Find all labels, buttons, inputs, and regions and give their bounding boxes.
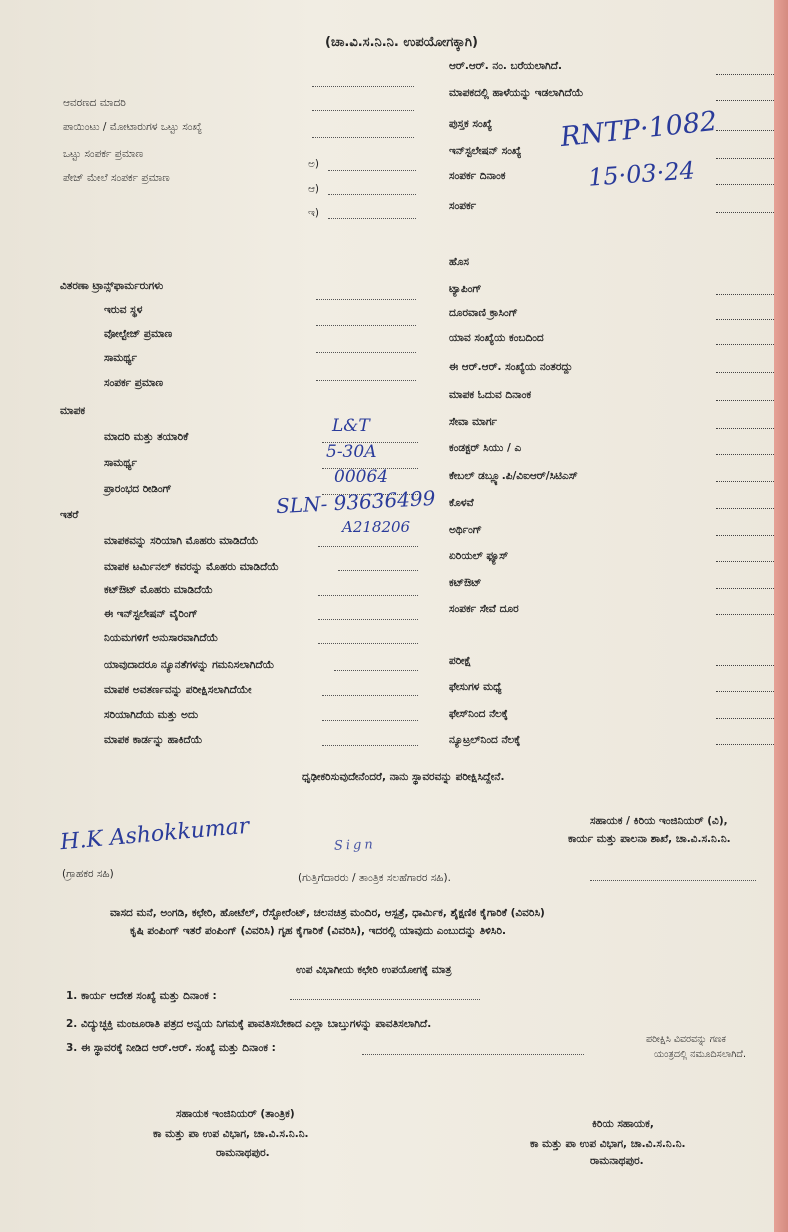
field-line[interactable] (316, 325, 416, 326)
field-line[interactable] (316, 352, 416, 353)
field-line[interactable] (590, 880, 756, 881)
label-rr-written: ಆರ್.ಆರ್. ನಂ. ಬರೆಯಲಾಗಿದೆ. (449, 60, 562, 72)
certify-statement: ಧೃಢೀಕರಿಸುವುದೇನೆಂದರೆ, ನಾನು ಸ್ಥಾವರವನ್ನು ಪರೀಕ್ಷಿಸಿದ್ದೇನೆ. (302, 771, 505, 783)
footer-left-line2: ಕಾ ಮತ್ತು ಪಾ ಉಪ ವಿಭಾಗ, ಚಾ.ವಿ.ಸ.ನಿ.ನಿ. (153, 1128, 309, 1140)
category-note-line1: ವಾಸದ ಮನೆ, ಅಂಗಡಿ, ಕಛೇರಿ, ಹೋಟೆಲ್, ರೆಸ್ಟೋರೆಂಟ್, ಚಲನಚಿತ್ರ ಮಂದಿರ, ಆಸ್ಪತ್ರೆ, ಧಾರ್ಮಿಕ, ಶೈಕ್ಷಣಿಕ ಕೈಗಾರಿಕೆ (ವಿವರಿಸಿ) (110, 907, 545, 919)
label-total-load: ಒಟ್ಟು ಸಂಪರ್ಕ ಪ್ರಮಾಣ (63, 148, 144, 160)
handwritten-installation-no: RNTP·1082 (558, 105, 719, 154)
field-line[interactable] (328, 170, 416, 171)
label-neutral-to-earth: ನ್ಯೂಟ್ರಲ್‌ನಿಂದ ನೆಲಕ್ಕೆ (449, 734, 521, 746)
footer-right-line2: ಕಾ ಮತ್ತು ಪಾ ಉಪ ವಿಭಾಗ, ಚಾ.ವಿ.ಸ.ನಿ.ನಿ. (530, 1138, 686, 1150)
engineer-office: ಕಾರ್ಯ ಮತ್ತು ಪಾಲನಾ ಶಾಖೆ, ಚಾ.ವಿ.ಸ.ನಿ.ನಿ. (568, 833, 731, 845)
field-line[interactable] (322, 695, 418, 696)
label-defects-noticed: ಯಾವುದಾದರೂ ನ್ಯೂನತೆಗಳನ್ನು ಗಮನಿಸಲಾಗಿದೆಯೆ (104, 659, 275, 671)
label-correct-and: ಸರಿಯಾಗಿದೆಯ ಮತ್ತು ಅದು (104, 709, 199, 721)
label-between-phases: ಫೇಸುಗಳ ಮಧ್ಯೆ (449, 681, 502, 693)
field-line[interactable] (716, 372, 774, 373)
footer-right-line3: ರಾಮನಾಥಪುರ. (590, 1155, 644, 1167)
field-line[interactable] (716, 718, 774, 719)
field-line[interactable] (716, 400, 774, 401)
label-distribution-transformers: ವಿತರಣಾ ಟ್ರಾನ್ಸ್‌ಫಾರ್ಮರುಗಳು (60, 280, 164, 292)
label-initial-reading: ಪ್ರಾರಂಭದ ರೀಡಿಂಗ್ (104, 483, 172, 495)
subdivision-item-2: 2. ವಿದ್ಯುಚ್ಛಕ್ತಿ ಮಂಜೂರಾತಿ ಪತ್ರದ ಅನ್ವಯ ನಿಗಮಕ್ಕೆ ಪಾವತಿಸಬೇಕಾದ ಎಲ್ಲಾ ಬಾಬ್ತುಗಳನ್ನು ಪಾವತಿಸಲಾಗಿದೆ. (66, 1018, 432, 1030)
label-installation-wiring: ಈ ಇನ್‌ಸ್ಟಲೇಷನ್ ವೈರಿಂಗ್ (104, 608, 198, 620)
field-line[interactable] (328, 194, 416, 195)
field-line[interactable] (716, 454, 774, 455)
field-line[interactable] (316, 299, 416, 300)
field-line[interactable] (716, 100, 774, 101)
field-line[interactable] (312, 86, 414, 87)
label-meter-tested: ಮಾಪಕ ಅವತರ್ಣವನ್ನು ಪರೀಕ್ಷಿಸಲಾಗಿದೆಯೇ (104, 684, 252, 696)
field-line[interactable] (716, 158, 774, 159)
label-meter-capacity: ಸಾಮರ್ಥ್ಯ (104, 457, 137, 469)
contractor-sign-label: (ಗುತ್ತಿಗೆದಾರರು / ತಾಂತ್ರಿಕ ಸಲಹೆಗಾರರ ಸಹಿ). (298, 872, 451, 884)
field-line[interactable] (716, 744, 774, 745)
label-reading-date: ಮಾಪಕ ಓದುವ ದಿನಾಂಕ (449, 389, 532, 401)
contractor-signature: Sign (333, 837, 377, 854)
customer-sign-label: (ಗ್ರಾಹಕರ ಸಹಿ) (62, 868, 114, 880)
field-line[interactable] (328, 218, 416, 219)
label-service-distance: ಸಂಪರ್ಕ ಸೇವೆ ದೂರ (449, 603, 519, 615)
field-line[interactable] (716, 74, 774, 75)
field-line[interactable] (322, 720, 418, 721)
field-line[interactable] (318, 546, 418, 547)
handwritten-serial: SLN- 93636499 (275, 485, 436, 519)
field-line[interactable] (290, 999, 480, 1000)
label-book-no: ಪುಸ್ತಕ ಸಂಖ್ಯೆ (449, 118, 493, 130)
label-tapping: ಟ್ಯಾಪಿಂಗ್ (449, 283, 482, 295)
label-connection-date: ಸಂಪರ್ಕ ದಿನಾಂಕ (449, 170, 506, 182)
footer-left-line1: ಸಹಾಯಕ ಇಂಜಿನಿಯರ್ (ತಾಂತ್ರಿಕ) (176, 1108, 295, 1120)
handwritten-initial-reading: 00064 (334, 467, 389, 487)
label-page-load: ಪೇಜ್ ಮೇಲೆ ಸಂಪರ್ಕ ಪ್ರಮಾಣ (63, 172, 170, 184)
field-line[interactable] (362, 1054, 584, 1055)
footer-left-line3: ರಾಮನಾಥಪುರ. (216, 1147, 270, 1159)
field-line[interactable] (716, 665, 774, 666)
label-meter: ಮಾಪಕ (60, 405, 86, 417)
label-voltage: ವೋಲ್ಟೇಜ್ ಪ್ರಮಾಣ (104, 328, 173, 340)
label-capacity: ಸಾಮರ್ಥ್ಯ (104, 352, 137, 364)
label-connected-load: ಸಂಪರ್ಕ ಪ್ರಮಾಣ (104, 377, 164, 389)
label-points-motors: ಪಾಯಿಂಟು / ಮೋಟಾರುಗಳ ಒಟ್ಟು ಸಂಖ್ಯೆ (63, 121, 202, 133)
field-line[interactable] (716, 508, 774, 509)
label-after-rr: ಈ ಆರ್.ಆರ್. ಸಂಖ್ಯೆಯ ನಂತರದ್ದು (449, 361, 573, 373)
field-line[interactable] (312, 137, 414, 138)
field-line[interactable] (322, 745, 418, 746)
field-line[interactable] (312, 110, 414, 111)
handwritten-connection-date: 15·03·24 (587, 156, 696, 192)
marker-i: ಇ) (308, 207, 319, 219)
field-line[interactable] (716, 561, 774, 562)
side-note-line1: ಪರೀಕ್ಷಿಸಿ ವಿವರವನ್ನು ಗಣಕ (646, 1034, 726, 1045)
label-cutout: ಕಟ್‌ಔಟ್ (449, 577, 482, 589)
category-note-line2: ಕೃಷಿ ಪಂಪಿಂಗ್ ಇತರೆ ಪಂಪಿಂಗ್ (ವಿವರಿಸಿ) ಗೃಹ ಕೈಗಾರಿಕೆ (ವಿವರಿಸಿ), ಇದರಲ್ಲಿ ಯಾವುದು ಎಂಬುದನ್ನು ತಿಳಿಸಿರಿ. (130, 925, 506, 937)
label-pole-no: ಯಾವ ಸಂಖ್ಯೆಯ ಕಂಬದಿಂದ (449, 332, 544, 344)
field-line[interactable] (318, 595, 418, 596)
field-line[interactable] (318, 643, 418, 644)
handwritten-capacity: 5-30A (326, 442, 377, 462)
label-terminal-cover-sealed: ಮಾಪಕ ಟರ್ಮಿನಲ್ ಕವರನ್ನು ಮೊಹರು ಮಾಡಿದೆಯೆ (104, 561, 279, 573)
handwritten-seal-no: A218206 (342, 518, 411, 536)
field-line[interactable] (716, 319, 774, 320)
label-sheet-in-meter: ಮಾಪಕದಲ್ಲಿ ಹಾಳೆಯನ್ನು ಇಡಲಾಗಿದೆಯೆ (449, 87, 584, 99)
label-phase-to-earth: ಫೇಸ್‌ನಿಂದ ನೆಲಕ್ಕೆ (449, 708, 508, 720)
label-service-line: ಸೇವಾ ಮಾರ್ಗ (449, 416, 497, 428)
field-line[interactable] (716, 130, 774, 131)
marker-aa: ಆ) (308, 183, 320, 195)
label-conductor: ಕಂಡಕ್ಟರ್ ಸಿಯು / ಎ (449, 442, 522, 454)
label-cutout-sealed: ಕಟ್‌ಔಟ್ ಮೊಹರು ಮಾಡಿದೆಯೆ (104, 584, 213, 596)
field-line[interactable] (716, 428, 774, 429)
label-premises-type: ಆವರಣದ ಮಾದರಿ (63, 97, 126, 109)
field-line[interactable] (716, 588, 774, 589)
field-line[interactable] (716, 184, 774, 185)
label-meter-card: ಮಾಪಕ ಕಾರ್ಡನ್ನು ಹಾಕಿದೆಯೆ (104, 734, 203, 746)
field-line[interactable] (716, 535, 774, 536)
subdivision-item-1: 1. ಕಾರ್ಯ ಆದೇಶ ಸಂಖ್ಯೆ ಮತ್ತು ದಿನಾಂಕ : (66, 990, 217, 1002)
label-connection: ಸಂಪರ್ಕ (449, 200, 477, 212)
footer-right-line1: ಕಿರಿಯ ಸಹಾಯಕ, (592, 1118, 654, 1130)
field-line[interactable] (716, 614, 774, 615)
field-line[interactable] (316, 380, 416, 381)
label-other: ಇತರೆ (60, 509, 79, 521)
customer-signature: H.K Ashokkumar (59, 813, 251, 856)
field-line[interactable] (318, 619, 418, 620)
label-new: ಹೊಸ (449, 256, 469, 268)
marker-a: ಅ) (308, 158, 320, 170)
field-line[interactable] (338, 570, 418, 571)
field-line[interactable] (716, 481, 774, 482)
handwritten-make: L&T (332, 416, 370, 436)
label-earthing: ಅರ್ಥಿಂಗ್ (449, 524, 482, 536)
engineer-designation: ಸಹಾಯಕ / ಕಿರಿಯ ಇಂಜಿನಿಯರ್ (ವಿ), (590, 815, 728, 827)
label-pipe: ಕೊಳವೆ (449, 497, 474, 509)
label-installation-no: ಇನ್‌ಸ್ಟಲೇಷನ್ ಸಂಖ್ಯೆ (449, 145, 522, 157)
subdivision-heading: ಉಪ ವಿಭಾಗೀಯ ಕಛೇರಿ ಉಪಯೋಗಕ್ಕೆ ಮಾತ್ರ (296, 964, 452, 976)
label-as-per-rules: ನಿಯಮಗಳಿಗೆ ಅನುಸಾರವಾಗಿದೆಯೆ (104, 632, 219, 644)
field-line[interactable] (716, 691, 774, 692)
label-aerial-fuse: ಏರಿಯಲ್ ಫ್ಯೂಸ್ (449, 550, 509, 562)
label-model-make: ಮಾದರಿ ಮತ್ತು ತಯಾರಿಕೆ (104, 431, 189, 443)
label-meter-sealed: ಮಾಪಕವನ್ನು ಸರಿಯಾಗಿ ಮೊಹರು ಮಾಡಿದೆಯೆ (104, 535, 259, 547)
form-title: (ಚಾ.ವಿ.ಸ.ನಿ.ನಿ. ಉಪಯೋಗಕ್ಕಾಗಿ) (325, 35, 478, 50)
field-line[interactable] (334, 670, 418, 671)
field-line[interactable] (716, 344, 774, 345)
label-cable: ಕೇಬಲ್ ಡಬ್ಲ್ಯೂ.ಪಿ/ವಿಐಆರ್/ಸಿಟಿಎಸ್ (449, 470, 578, 482)
page-edge (774, 0, 788, 1232)
field-line[interactable] (716, 212, 774, 213)
label-test: ಪರೀಕ್ಷೆ (449, 655, 472, 667)
side-note-line2: ಯಂತ್ರದಲ್ಲಿ ನಮೂದಿಸಲಾಗಿದೆ. (654, 1049, 746, 1060)
field-line[interactable] (716, 294, 774, 295)
label-telephone-crossing: ದೂರವಾಣಿ ಕ್ರಾಸಿಂಗ್ (449, 307, 518, 319)
label-location: ಇರುವ ಸ್ಥಳ (104, 304, 143, 316)
subdivision-item-3: 3. ಈ ಸ್ಥಾವರಕ್ಕೆ ನೀಡಿದ ಆರ್.ಆರ್. ಸಂಖ್ಯೆ ಮತ್ತು ದಿನಾಂಕ : (66, 1042, 276, 1054)
